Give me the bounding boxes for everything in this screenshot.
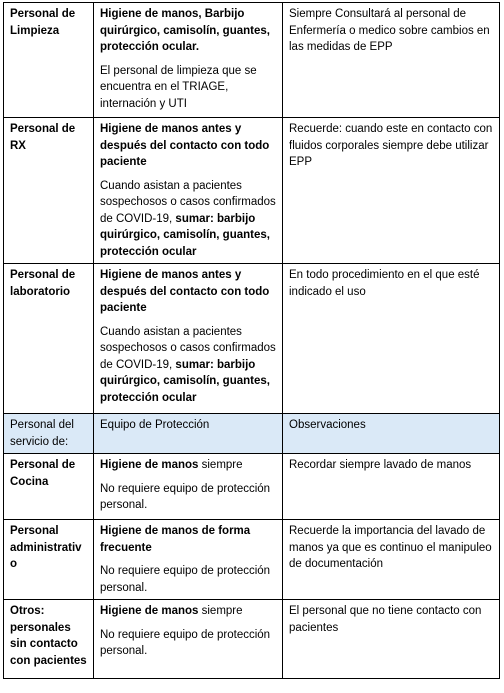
equipo-note: No requiere equipo de protección personal. <box>100 482 271 511</box>
observaciones-cell: Siempre Consultará al personal de Enfermería o medico sobre cambios en las medidas de EPP <box>283 3 500 118</box>
observaciones-cell: El personal que no tiene contacto con pacientes <box>283 600 500 679</box>
equipo-lead: Higiene de manos, Barbijo quirúrgico, camisolín, guantes, protección ocular. <box>100 8 270 53</box>
personal-cell: Personal de Limpieza <box>4 3 94 118</box>
equipo-lead: Higiene de manos antes y después del contacto con todo paciente <box>100 123 270 168</box>
personal-cell: Personal de laboratorio <box>4 264 94 414</box>
equipo-lead <box>100 523 276 556</box>
table-row <box>4 3 500 118</box>
equipo-lead <box>100 603 276 620</box>
equipo-note: El personal de limpieza que se encuentra en el TRIAGE, internación y UTI <box>100 64 257 110</box>
equipo-cell <box>94 600 283 679</box>
personal-cell: Personal de RX <box>4 118 94 264</box>
equipo-note: No requiere equipo de protección personal. <box>100 628 271 657</box>
observaciones-cell: En todo procedimiento en el que esté indicado el uso <box>283 264 500 414</box>
equipo-lead-bold: Higiene de manos <box>100 605 199 617</box>
equipo-lead-rest: siempre <box>198 459 243 471</box>
equipo-lead-bold: Higiene de manos de forma frecuente <box>100 525 251 554</box>
table-row <box>4 118 500 264</box>
header-equipo: Equipo de Protección <box>94 414 283 454</box>
equipo-cell <box>94 454 283 520</box>
equipo-cell <box>94 118 283 264</box>
equipo-note-text: Cuando asistan a pacientes sospechosos o casos confirmados de COVID-19, <box>100 325 276 371</box>
equipo-lead-bold: Higiene de manos <box>100 459 199 471</box>
equipo-cell <box>94 264 283 414</box>
equipo-lead: Higiene de manos antes y después del contacto con todo paciente <box>100 269 270 314</box>
observaciones-cell: Recuerde la importancia del lavado de manos ya que es continuo el manipuleo de documentación <box>283 520 500 600</box>
equipo-note-bold: sumar: barbijo quirúrgico, camisolín, guantes, protección ocular <box>100 358 270 404</box>
table-row <box>4 600 500 679</box>
equipo-lead-rest: siempre <box>198 605 243 617</box>
equipo-note-text: Cuando asistan a pacientes sospechosos o casos confirmados de COVID-19, <box>100 179 276 225</box>
equipo-note <box>100 324 276 407</box>
table-header-row <box>4 414 500 454</box>
header-personal: Personal del servicio de: <box>4 414 94 454</box>
equipo-note: No requiere equipo de protección personal. <box>100 565 271 594</box>
personal-cell: Personal administrativ o <box>4 520 94 600</box>
personal-cell: Personal de Cocina <box>4 454 94 520</box>
table-row <box>4 520 500 600</box>
personal-cell: Otros: personales sin contacto con pacientes <box>4 600 94 679</box>
table-row <box>4 264 500 414</box>
observaciones-cell: Recordar siempre lavado de manos <box>283 454 500 520</box>
header-observaciones: Observaciones <box>283 414 500 454</box>
equipo-lead <box>100 457 276 474</box>
equipo-note <box>100 178 276 261</box>
equipo-cell <box>94 3 283 118</box>
equipo-note-bold: sumar: barbijo quirúrgico, camisolín, guantes, protección ocular <box>100 212 270 258</box>
equipo-cell <box>94 520 283 600</box>
observaciones-cell: Recuerde: cuando este en contacto con fluidos corporales siempre debe utilizar EPP <box>283 118 500 264</box>
epp-table <box>3 2 500 679</box>
table-row <box>4 454 500 520</box>
